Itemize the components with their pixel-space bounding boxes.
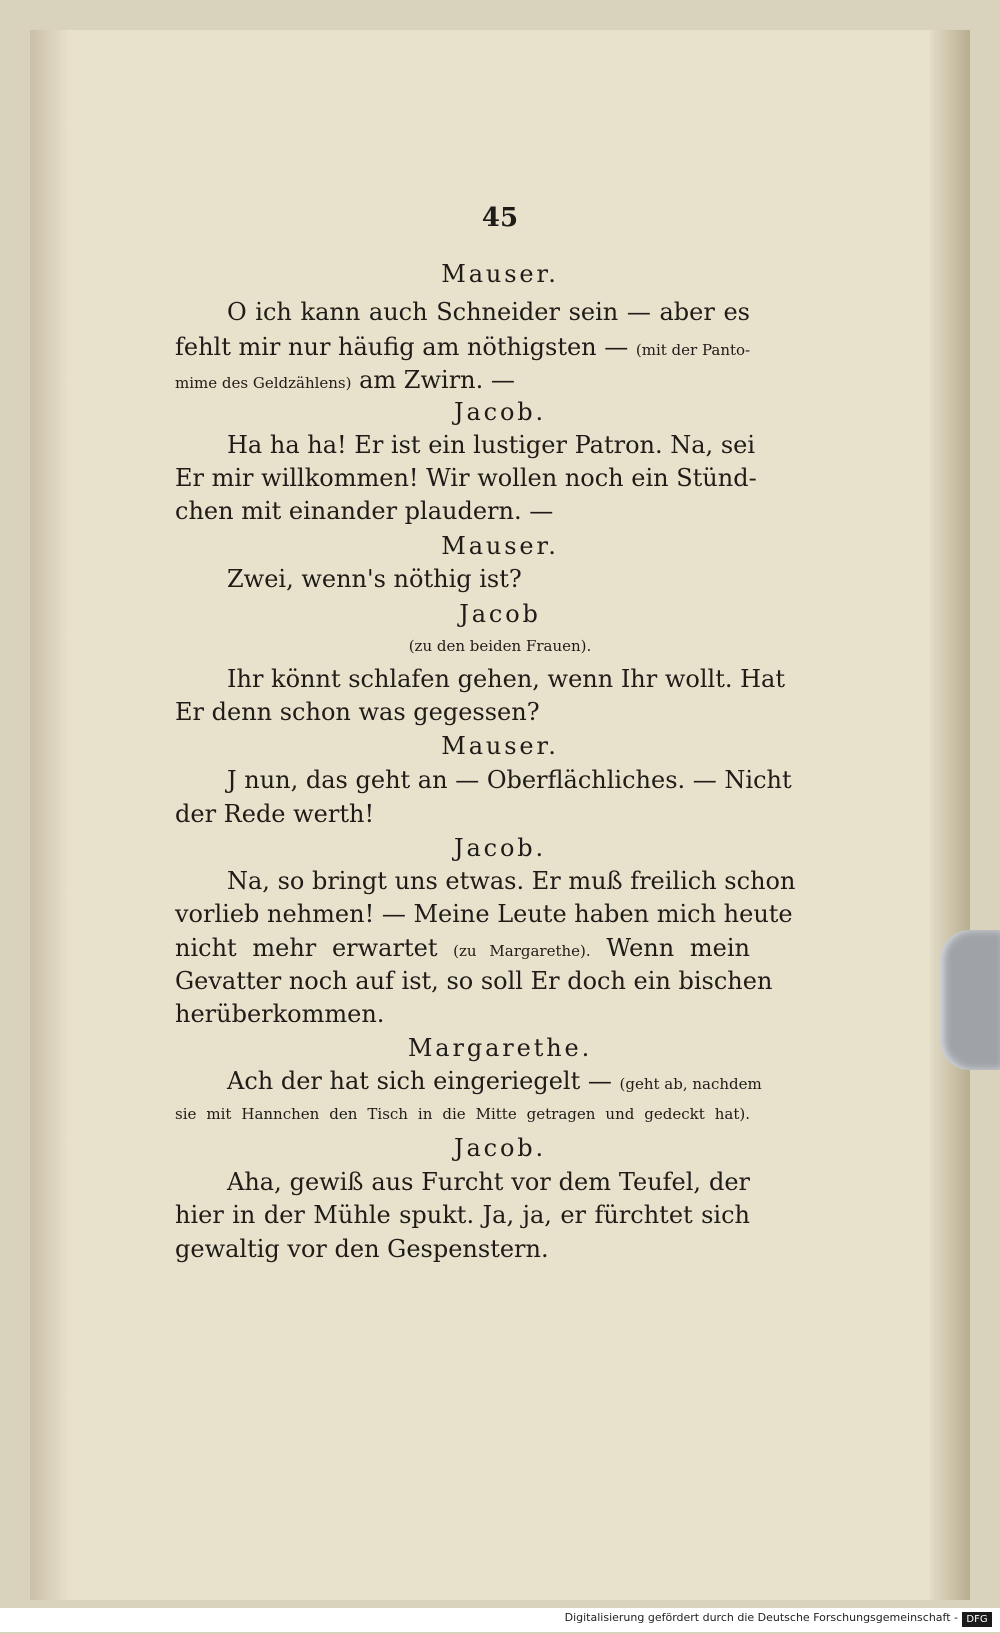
stage-direction-line [0, 631, 1000, 661]
speaker-line [0, 833, 1000, 863]
text-line [0, 564, 1000, 594]
speaker-name: Jacob. [453, 1134, 547, 1162]
speaker-name: Jacob. [453, 834, 547, 862]
dialogue-text: J nun, das geht an — Oberflächliches. — Nicht [227, 766, 792, 794]
text-line [0, 1066, 1000, 1096]
speaker-line [0, 1133, 1000, 1163]
stage-direction: (geht ab, nachdem [619, 1075, 762, 1093]
text-line [0, 1200, 1000, 1230]
dialogue-text: Wenn mein [590, 934, 750, 962]
dialogue-text: Er denn schon was gegessen? [175, 698, 540, 726]
text-line [0, 899, 1000, 929]
dialogue-text [175, 365, 750, 395]
text-line [0, 1234, 1000, 1264]
text-line [0, 933, 1000, 963]
text-line [0, 365, 1000, 395]
dialogue-text: Ihr könnt schlafen gehen, wenn Ihr wollt. Hat [227, 665, 785, 693]
speaker-line [0, 599, 1000, 629]
stage-direction: (zu Margarethe). [453, 942, 591, 960]
text-line [0, 999, 1000, 1029]
text-line [0, 496, 1000, 526]
dialogue-text: Na, so bringt uns etwas. Er muß freilich schon [227, 867, 796, 895]
dialogue-text: hier in der Mühle spukt. Ja, ja, er fürchtet sich [175, 1201, 750, 1229]
page-number: 45 [481, 203, 519, 233]
speaker-line [0, 1033, 1000, 1063]
text-line [0, 799, 1000, 829]
dialogue-text: nicht mehr erwartet [175, 934, 454, 962]
dialogue-text [175, 933, 750, 963]
speaker-name: Jacob. [453, 398, 547, 426]
text-line [0, 765, 1000, 795]
text-line [0, 463, 1000, 493]
text-line [0, 1167, 1000, 1197]
text-line [0, 332, 1000, 362]
text-line [0, 297, 1000, 327]
stage-direction: (zu den beiden Frauen). [408, 637, 592, 655]
speaker-name: Mauser. [441, 732, 559, 760]
page-number-line [0, 203, 1000, 233]
text-line [0, 664, 1000, 694]
dialogue-text: der Rede werth! [175, 800, 375, 828]
speaker-line [0, 397, 1000, 427]
dialogue-text: Ach der hat sich eingeriegelt — [227, 1067, 620, 1095]
dialogue-text: Er mir willkommen! Wir wollen noch ein Stünd- [175, 464, 757, 492]
text-line [0, 697, 1000, 727]
speaker-name: Mauser. [441, 260, 559, 288]
dfg-logo: DFG [962, 1612, 992, 1627]
footer-bar [0, 1608, 1000, 1632]
speaker-name: Mauser. [441, 532, 559, 560]
footer-credit: Digitalisierung gefördert durch die Deutsche Forschungsgemeinschaft - [564, 1611, 958, 1624]
stage-direction: (mit der Panto- [635, 341, 751, 359]
dialogue-text: Zwei, wenn's nöthig ist? [227, 565, 522, 593]
stage-direction: sie mit Hannchen den Tisch in die Mitte getragen und gedeckt hat). [175, 1105, 750, 1123]
dialogue-text: Gevatter noch auf ist, so soll Er doch ein bischen [175, 967, 773, 995]
text-line [0, 430, 1000, 460]
text-line [0, 966, 1000, 996]
text-line [0, 866, 1000, 896]
dialogue-text: am Zwirn. — [351, 366, 515, 394]
dialogue-text: fehlt mir nur häufig am nöthigsten — [175, 333, 636, 361]
dialogue-text: O ich kann auch Schneider sein — aber es [227, 298, 750, 326]
stage-direction: mime des Geldzählens) [175, 374, 352, 392]
dialogue-text: Aha, gewiß aus Furcht vor dem Teufel, der [227, 1168, 750, 1196]
dialogue-text: chen mit einander plaudern. — [175, 497, 554, 525]
dialogue-text: vorlieb nehmen! — Meine Leute haben mich heute [175, 900, 793, 928]
speaker-name: Jacob [459, 600, 541, 628]
dialogue-text [227, 1066, 762, 1096]
dialogue-text: Ha ha ha! Er ist ein lustiger Patron. Na, sei [227, 431, 756, 459]
dialogue-text [175, 332, 750, 362]
speaker-line [0, 731, 1000, 761]
speaker-line [0, 531, 1000, 561]
dialogue-text: gewaltig vor den Gespenstern. [175, 1235, 549, 1263]
speaker-line [0, 259, 1000, 289]
stage-direction-line [0, 1099, 1000, 1129]
speaker-name: Margarethe. [407, 1034, 593, 1062]
dialogue-text: herüberkommen. [175, 1000, 385, 1028]
